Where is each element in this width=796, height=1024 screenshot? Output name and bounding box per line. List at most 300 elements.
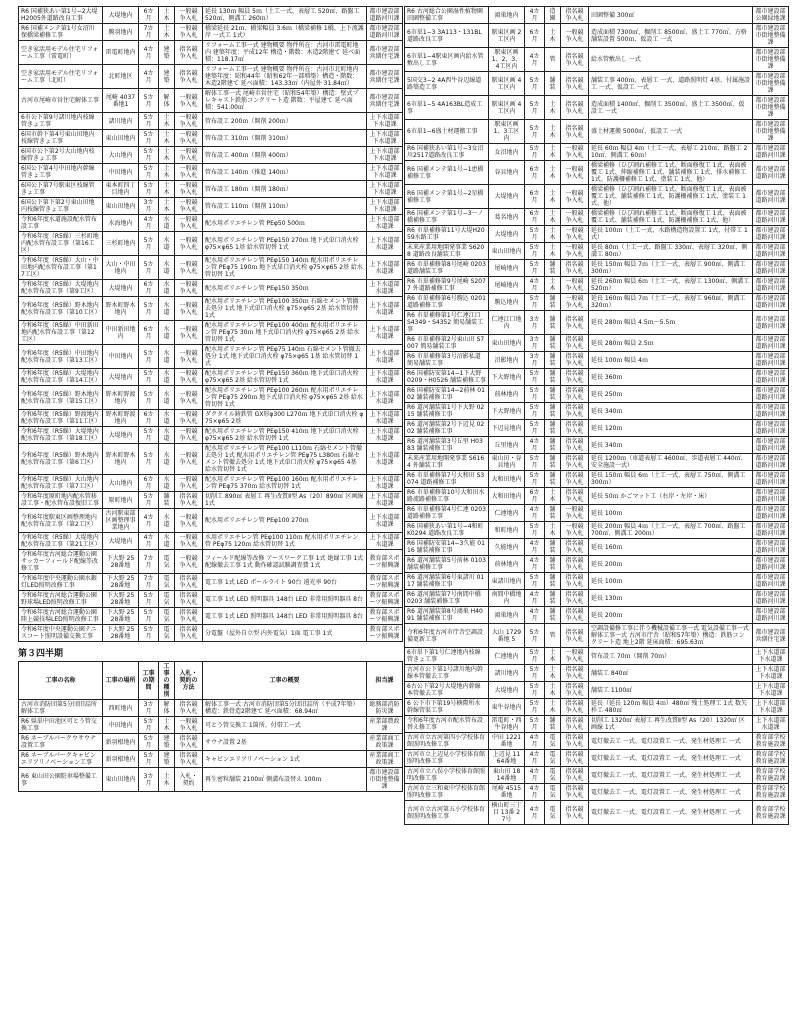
cell-department: 上下水道部水道課 xyxy=(367,232,403,256)
cell-type: 土木 xyxy=(159,130,175,147)
cell-department: 都市建設部道路河川課 xyxy=(753,352,789,369)
cell-name: R6 道河舗装第5号前林 0103 舗装補修工事 xyxy=(405,556,489,573)
cell-place: 尾崎地内 xyxy=(489,277,525,294)
cell-type: 舗装 xyxy=(159,492,175,509)
cell-period: 5カ月 xyxy=(525,420,545,437)
cell-type: 舗装 xyxy=(545,352,561,369)
cell-type: 舗装 xyxy=(545,590,561,607)
cell-method: 一般競争入札 xyxy=(175,717,203,734)
cell-place: 尾崎 4515番地 xyxy=(489,784,525,801)
cell-method: 指名競争入札 xyxy=(175,65,203,89)
cell-type: 水道 xyxy=(159,232,175,256)
cell-method: 指名競争入札 xyxy=(561,488,589,505)
table-row xyxy=(19,198,403,215)
cell-method: 指名競争入札 xyxy=(561,665,589,682)
table-row xyxy=(19,492,403,509)
table-row xyxy=(405,716,789,733)
cell-summary: リフォーム工事一式 建物概要 物件所在：古河市北町地内 建築年度：昭和44年（昭和62年一部増築）構造・階数：木造2階建て 延べ面積：143.33㎡（内屋外 31.84㎡） xyxy=(203,65,367,89)
right-column xyxy=(404,6,788,825)
cell-period: 7カ月 xyxy=(139,24,159,41)
cell-period: 5カ月 xyxy=(525,522,545,539)
cell-period: 5カ月 xyxy=(525,573,545,590)
cell-period: 5カ月 xyxy=(139,297,159,321)
cell-type: 土木 xyxy=(545,522,561,539)
cell-summary: 延長 260ｍ 幅員 6ｍ（土工一式、表層工 1300㎡、側溝工 520ｍ） xyxy=(589,277,753,294)
cell-type: 土木 xyxy=(545,96,561,120)
cell-name: R6 市単補修第10号大和田水路流路補修工事 xyxy=(405,488,489,505)
cell-period: 3カ月 xyxy=(139,198,159,215)
cell-place: 仁連地内 xyxy=(489,505,525,522)
cell-name: R6 市単補修第7号大和田 S3074 道路補修工事 xyxy=(405,471,489,488)
cell-period: 4カ月 xyxy=(139,41,159,65)
cell-department: 都市建設部道路河川課 xyxy=(753,311,789,335)
cell-method: 一般競争入札 xyxy=(175,386,203,410)
cell-department: 教育部スポーツ振興課 xyxy=(367,625,403,642)
cell-summary: 配水用ポリエチレン管 PEφ75 140ｍ 石綿セメント管撤去処分 1式 地下式単口消火栓 φ75×φ65 1基 給水管切替 1式 xyxy=(203,345,367,369)
cell-type: 水道 xyxy=(159,280,175,297)
cell-type: 舗装 xyxy=(545,260,561,277)
cell-type: 舗装 xyxy=(545,420,561,437)
table-row xyxy=(405,624,789,648)
cell-method: 指名競争入札 xyxy=(561,369,589,386)
cell-period: 5カ月 xyxy=(139,492,159,509)
cell-name: 令和6年度（R5繰）野渡地内配水管布設工事（第11工区） xyxy=(19,410,103,427)
cell-type: 土木 xyxy=(159,24,175,41)
table-row xyxy=(19,256,403,280)
cell-type: 土木 xyxy=(159,198,175,215)
cell-period: 4カ月 xyxy=(139,533,159,550)
cell-type: 舗装 xyxy=(545,369,561,386)
table-row xyxy=(19,550,403,574)
cell-period: 5カ月 xyxy=(525,471,545,488)
cell-place: 中田新田地内 xyxy=(103,321,139,345)
cell-department: 都市建設部市街地整備課 xyxy=(753,96,789,120)
cell-department: 上下水道部水道課 xyxy=(367,492,403,509)
cell-method: 指名競争入札 xyxy=(561,607,589,624)
cell-type: 水道 xyxy=(159,509,175,533)
cell-period: 4カ月 xyxy=(525,277,545,294)
cell-name: 令和6年度（R5繰）野木地内配水管布設工事（第6工区） xyxy=(19,444,103,475)
cell-period: 5カ月 xyxy=(525,716,545,733)
cell-place: 駅東区画 4工区内 xyxy=(489,72,525,96)
cell-summary: 再生密粒舗装 2100㎡ 側溝布設替え 100ｍ xyxy=(203,768,367,792)
table-row xyxy=(405,352,789,369)
cell-type: 土木 xyxy=(159,113,175,130)
cell-type: 建築 xyxy=(159,751,175,768)
cell-department: 上下水道部下水道課 xyxy=(367,130,403,147)
cell-summary: 橋梁延長 21ｍ、橋梁幅員 3.6ｍ（橋梁補修 1橋、上下流護岸 一式工 1式） xyxy=(203,24,367,41)
table-row xyxy=(19,734,403,751)
table-row xyxy=(19,181,403,198)
cell-method: 一般競争入札 xyxy=(175,509,203,533)
cell-method: 指名競争入札 xyxy=(561,767,589,784)
cell-department: 上下水道部水道課 xyxy=(367,345,403,369)
cell-department: 都市建設部道路河川課 xyxy=(753,386,789,403)
cell-name: 令和6年度（R5繰）三杉町地内配水管布設工事（第16工区） xyxy=(19,232,103,256)
cell-method: 一般競争入札 xyxy=(561,277,589,294)
cell-department: 都市建設部道路河川課 xyxy=(753,226,789,243)
cell-department: 上下水道部水道課 xyxy=(367,475,403,492)
header-type: 工事の種別 xyxy=(159,662,175,700)
cell-name: 令和6年度原町地内配水管移設工事・配水管布設復旧工事 xyxy=(19,492,103,509)
cell-summary: 延長 120ｍ xyxy=(589,420,753,437)
cell-type: 土木 xyxy=(159,181,175,198)
cell-period: 7カ月 xyxy=(139,550,159,574)
cell-place: 下大野地内 xyxy=(489,369,525,386)
cell-department: 上下水道部水道課 xyxy=(367,215,403,232)
cell-summary: 管布設工 70ｍ（開削 70ｍ） xyxy=(589,648,753,665)
cell-method: 一般競争入札 xyxy=(175,280,203,297)
cell-period: 5カ月 xyxy=(139,734,159,751)
cell-type: 解体 xyxy=(159,700,175,717)
cell-department: 都市建設部道路河川課 xyxy=(753,403,789,420)
cell-summary: 管布設工 400ｍ（開削 400ｍ） xyxy=(203,147,367,164)
cell-type: 水道 xyxy=(159,410,175,427)
cell-name: 令和6年度水道施設配水管布設工事 xyxy=(19,215,103,232)
cell-type: 電気 xyxy=(159,608,175,625)
cell-name: R6 ネーブルパークキャビンエリアリノベーション工事 xyxy=(19,751,103,768)
table-row xyxy=(405,454,789,471)
cell-summary: 延長 150ｍ 幅員 7ｍ（土工一式、表層工 900㎡、側溝工 300ｍ） xyxy=(589,260,753,277)
cell-type: 土木 xyxy=(545,226,561,243)
cell-summary: 給水管敷出し 一式 xyxy=(589,48,753,72)
cell-type: 電気 xyxy=(159,591,175,608)
cell-type: 土木 xyxy=(159,717,175,734)
cell-place: 水海地内 xyxy=(103,215,139,232)
table-row xyxy=(405,243,789,260)
cell-summary: 切削工 1320㎡ 表層工 再生改質Ⅱ型 As（20）1320㎡ 区画線 1式 xyxy=(589,716,753,733)
cell-department: 都市建設部道路河川課 xyxy=(753,522,789,539)
cell-summary: 延長 360ｍ xyxy=(589,369,753,386)
left-column xyxy=(18,6,402,792)
cell-period: 3カ月 xyxy=(525,311,545,335)
table-row xyxy=(405,226,789,243)
cell-method: 一般競争入札 xyxy=(175,444,203,475)
cell-period: 4カ月 xyxy=(525,539,545,556)
cell-name: 古河市公下第1号諸川地内幹線本管撤去工事 xyxy=(405,665,489,682)
table-row xyxy=(19,280,403,297)
cell-method: 指名競争入札 xyxy=(561,437,589,454)
cell-type: 舗装 xyxy=(545,716,561,733)
table-row xyxy=(19,386,403,410)
cell-summary: 分電盤（屋外自立型 内外電気）1面 電工事 1式 xyxy=(203,625,367,642)
cell-place: 野木町野渡地内 xyxy=(103,386,139,410)
cell-method: 指名競争入札 xyxy=(561,699,589,716)
cell-summary: 配水用ポリエチレン管 PEφ150 410ｍ 地下式単口消火栓 φ75×φ65 2基 給水管切替 1式 xyxy=(203,427,367,444)
cell-department: 都市建設部営繕住宅課 xyxy=(753,624,789,648)
cell-summary: 造成面積 1400㎡、掘削工 3500㎥、盛土工 3500㎥、仮設工 一式 xyxy=(589,96,753,120)
table-row xyxy=(19,574,403,591)
cell-department: 都市建設部市街地整備課 xyxy=(753,72,789,96)
cell-place: 和町地内 xyxy=(489,522,525,539)
cell-method: 指名競争入札 xyxy=(561,403,589,420)
cell-name: R6 道河舗装第7号南間中橋 0203 舗装補修工事 xyxy=(405,590,489,607)
cell-place: 谷貝地内 xyxy=(489,161,525,185)
table-row xyxy=(405,488,789,505)
cell-place: 大堤地内 xyxy=(489,185,525,209)
cell-summary: 延長 340ｍ xyxy=(589,403,753,420)
cell-summary: 延長 100ｍ 幅員 4ｍ xyxy=(589,352,753,369)
cell-summary: 配水用ポリエチレン管 PEφ100 400ｍ 配水用ポリエチレン管 PEφ75 30ｍ 地下式単口消火栓 φ75×φ65 2基 給水管切替 1式 xyxy=(203,321,367,345)
cell-method: 一般競争入札 xyxy=(561,226,589,243)
cell-summary: 造成面積 7300㎡、掘削工 8500㎥、盛土工 770㎥、方格舗装設置 500ｍ、仮設工 一式 xyxy=(589,24,753,48)
cell-name: 令和6年度古河総合運動公園野球場LED照明改修工事 xyxy=(19,591,103,608)
cell-period: 5カ月 xyxy=(525,699,545,716)
section-title-q3: 第３四半期 xyxy=(18,649,64,659)
cell-period: 3カ月 xyxy=(525,352,545,369)
cell-type: 水道 xyxy=(159,297,175,321)
cell-place: 仁連地内 xyxy=(489,648,525,665)
cell-name: 令和6年度古河市配水管布設替え修工事 xyxy=(405,716,489,733)
cell-method: 指名競争入札 xyxy=(175,574,203,591)
cell-method: 指名競争入札 xyxy=(561,96,589,120)
cell-department: 上下水道部水道課 xyxy=(367,297,403,321)
cell-method: 指名競争入札 xyxy=(561,335,589,352)
table-row xyxy=(405,573,789,590)
cell-period: 4カ月 xyxy=(525,7,545,24)
cell-method: 一般競争入札 xyxy=(175,321,203,345)
cell-summary: 延長 130ｍ xyxy=(589,590,753,607)
cell-department: 上下水道部下水道課 xyxy=(367,113,403,130)
cell-summary: 解体工事一式 尾崎市営住宅（昭和54年築）構造：壁式プレキャスト鉄筋コンクリート造 階数：平屋建て 延べ面積：541.00㎡ xyxy=(203,89,367,113)
cell-type: 電気 xyxy=(159,574,175,591)
cell-name: 6市単1−3 3A113・131BL道路改良工事 xyxy=(405,24,489,48)
table-row xyxy=(405,144,789,161)
header-department: 担当課 xyxy=(367,662,403,700)
cell-summary: 延長 130ｍ 幅員 5ｍ（土工一式、表層工 520㎡、路盤工 520㎡、側溝工 260ｍ） xyxy=(203,7,367,24)
cell-summary: 延長 160ｍ 幅員 7ｍ（土工一式、表層工 960㎡、側溝工 320ｍ） xyxy=(589,294,753,311)
cell-period: 3カ月 xyxy=(139,768,159,792)
cell-place: 下大野 2528番地 xyxy=(103,608,139,625)
cell-department: 教育部スポーツ振興課 xyxy=(367,608,403,625)
table-row xyxy=(405,539,789,556)
table-row xyxy=(405,437,789,454)
cell-place: 野木町野木地内 xyxy=(103,444,139,475)
cell-place: 上辺見 1164番地 xyxy=(489,750,525,767)
cell-method: 一般競争入札 xyxy=(561,294,589,311)
cell-method: 指名競争入札 xyxy=(561,48,589,72)
cell-name: 令和6年度（R5繰）野木地内配水管布設工事（第15工区） xyxy=(19,386,103,410)
cell-place: 諸川地内 xyxy=(489,665,525,682)
cell-name: 古河市立古河第五小学校体育館照明改修工事 xyxy=(405,801,489,825)
table-row xyxy=(19,751,403,768)
cell-name: 令和6年度（R5繰）野木地内配水管布設工事（第10工区） xyxy=(19,297,103,321)
cell-period: 5カ月 xyxy=(525,120,545,144)
cell-period: 5カ月 xyxy=(139,427,159,444)
cell-method: 一般競争入札 xyxy=(175,297,203,321)
cell-department: 都市建設部道路河川課 xyxy=(753,369,789,386)
cell-period: 6カ月 xyxy=(525,209,545,226)
cell-period: 5カ月 xyxy=(525,403,545,420)
cell-summary: 延長 200ｍ xyxy=(589,607,753,624)
cell-place: 雷電町・西牛谷地内 xyxy=(489,716,525,733)
cell-period: 5カ月 xyxy=(525,226,545,243)
cell-department: 総務部消防防災課 xyxy=(367,700,403,717)
table-row xyxy=(19,65,403,89)
right-table-body xyxy=(405,7,789,825)
cell-method: 一般競争入札 xyxy=(175,7,203,24)
cell-department: 上下水道部水道課 xyxy=(367,533,403,550)
cell-summary: 管布設工 180ｍ（開削 180ｍ） xyxy=(203,181,367,198)
table-row xyxy=(405,471,789,488)
cell-name: 6市単下第1号仁連地内枝線管きょ工事 xyxy=(405,648,489,665)
cell-place: 下大野 2528番地 xyxy=(103,625,139,642)
cell-method: 指名競争入札 xyxy=(561,539,589,556)
table-row xyxy=(405,386,789,403)
cell-department: 都市建設部道路河川課 xyxy=(753,185,789,209)
cell-period: 5カ月 xyxy=(139,232,159,256)
cell-name: R6 東山田公園駐車場整備工事 xyxy=(19,768,103,792)
cell-type: 土木 xyxy=(545,488,561,505)
table-row xyxy=(19,475,403,492)
cell-summary: ダクタイル鋳鉄管 GX形φ300 L270ｍ 地下式単口消火栓 φ75×φ65 2基 xyxy=(203,410,367,427)
cell-name: R6 国補防安第14−3久能 0116 舗装補修工事 xyxy=(405,539,489,556)
cell-summary: フィールド配線等改修 アースワーク工事 1式 絶縁工事 1式 配線撤去工事 1式 動作確認試験調査費 1式 xyxy=(203,550,367,574)
q3-table-body xyxy=(19,700,403,792)
table-row xyxy=(405,369,789,386)
cell-place: 鴻巣地内 xyxy=(489,7,525,24)
cell-summary: 配水用ポリエチレン管 PEφ100 350ｍ 石綿セメント管撤去処分 1式 地下式単口消火栓 φ75×φ65 2基 給水管切替 1式 xyxy=(203,297,367,321)
cell-name: R6 国補防安第14−1下大野 0209・H0526 舗装補修工事 xyxy=(405,369,489,386)
cell-method: 一般競争入札 xyxy=(561,209,589,226)
cell-type: 土木 xyxy=(545,665,561,682)
cell-period: 5カ月 xyxy=(139,256,159,280)
cell-place: 東諸川地内 xyxy=(489,573,525,590)
cell-type: 建築 xyxy=(159,41,175,65)
table-row xyxy=(405,311,789,335)
cell-summary: 舗装工事 400ｍ、表層工 一式、道路照明灯 4基、付属施設工 一式、仮設工 一式 xyxy=(589,72,753,96)
cell-type: 土木 xyxy=(545,144,561,161)
cell-summary: 橋梁補修（ひび割れ補修工 1式、断面修復工 1式、表面被覆工 1式、舗装補修工 1式、防護柵補修工 1式、他） xyxy=(589,209,753,226)
cell-method: 指名競争入札 xyxy=(561,716,589,733)
table-row xyxy=(405,260,789,277)
cell-type: 土木 xyxy=(159,164,175,181)
cell-type: 土木 xyxy=(159,7,175,24)
cell-name: R6 道河舗装第2号下辺見 0202 舗装補修工事 xyxy=(405,420,489,437)
right-construction-table xyxy=(404,6,789,825)
table-row xyxy=(405,801,789,825)
cell-name: 令和6年度古河市庁舎空調設備更新工事 xyxy=(405,624,489,648)
cell-name: 6 公下市下第19号横際所水幹線管渠工事 xyxy=(405,699,489,716)
cell-method: 一般競争入札 xyxy=(175,181,203,198)
cell-period: 5カ月 xyxy=(525,144,545,161)
cell-summary: 延長 340ｍ xyxy=(589,437,753,454)
cell-place: 諸川地内 xyxy=(103,113,139,130)
cell-name: 6古公下第2号大堤地内幹線本管撤去工事 xyxy=(405,682,489,699)
cell-name: R6 県単中田池区可とう管交換工事 xyxy=(19,717,103,734)
cell-period: 5カ月 xyxy=(525,260,545,277)
cell-place: 大堤地内 xyxy=(103,533,139,550)
cell-type: 水道 xyxy=(159,427,175,444)
cell-name: R6 道河舗装第3号丘里 H0383 舗装補修工事 xyxy=(405,437,489,454)
cell-name: R6 市単補修第1号仁連江口 S4349・S4352 簡易舗装工事 xyxy=(405,311,489,335)
cell-department: 都市建設部道路河川課 xyxy=(753,243,789,260)
cell-name: 6市公下第9号諸川地内枝線管きょ工事 xyxy=(19,113,103,130)
cell-method: 一般競争入札 xyxy=(561,185,589,209)
table-row xyxy=(405,784,789,801)
table-row xyxy=(405,767,789,784)
cell-type: 管 xyxy=(545,48,561,72)
cell-type: 電気 xyxy=(545,767,561,784)
cell-name: 令和6年度古河総合運動公園サッカーフィールド配線等改修工事 xyxy=(19,550,103,574)
cell-name: R6 国補防安第14−2前林 0102 舗装補修工事 xyxy=(405,386,489,403)
cell-place: 駅東区画 1、2、3、4工区内 xyxy=(489,48,525,72)
table-row xyxy=(405,120,789,144)
cell-method: 指名競争入札 xyxy=(561,454,589,471)
cell-summary: 管布設工 110ｍ（開削 110ｍ） xyxy=(203,198,367,215)
q3-construction-table xyxy=(18,661,403,792)
header-summary: 工事の概要 xyxy=(203,662,367,700)
cell-department: 上下水道部水道課 xyxy=(367,509,403,533)
cell-name: 令和6年度（R5繰）中田地内配水管布設工事（第13工区） xyxy=(19,345,103,369)
cell-department: 上下水道部水道課 xyxy=(753,716,789,733)
cell-method: 指名競争入札 xyxy=(561,573,589,590)
cell-method: 指名競争入札 xyxy=(561,386,589,403)
table-row xyxy=(405,750,789,767)
cell-type: 舗装 xyxy=(545,471,561,488)
cell-method: 一般競争入札 xyxy=(175,215,203,232)
cell-summary: 管布設工 310ｍ（開削 310ｍ） xyxy=(203,130,367,147)
cell-period: 4カ月 xyxy=(525,750,545,767)
cell-department: 都市建設部道路河川課 xyxy=(753,556,789,573)
cell-period: 4カ月 xyxy=(525,784,545,801)
table-row xyxy=(405,699,789,716)
table-row xyxy=(405,48,789,72)
table-row xyxy=(19,591,403,608)
cell-name: R6 古河総合公園湿性植物園田園整備工事 xyxy=(405,7,489,24)
cell-department: 教育部学校教育施設課 xyxy=(753,767,789,784)
cell-period: 5カ月 xyxy=(139,386,159,410)
cell-summary: 電灯撤去工 一式、電灯設置工 一式、発生材処理工 一式 xyxy=(589,767,753,784)
table-row xyxy=(405,505,789,522)
cell-name: 6国公下第下第2号東山田地内枝線管きょ工事 xyxy=(19,198,103,215)
cell-summary: 延長 150ｍ 幅員 6ｍ（土工一式、表層工 750㎡、側溝工 300ｍ） xyxy=(589,471,753,488)
cell-department: 上下水道部水道課 xyxy=(367,321,403,345)
cell-name: 古河市立三和東中学校体育館照明改修工事 xyxy=(405,784,489,801)
cell-summary: 切削工 890㎡ 表層工 再生改質Ⅱ型 As（20）890㎡ 区画線 1式 xyxy=(203,492,367,509)
cell-place: 横山町三丁目 13番 27号 xyxy=(489,801,525,825)
cell-place: 東山田地内 xyxy=(489,243,525,260)
cell-department: 教育部スポーツ振興課 xyxy=(367,591,403,608)
cell-department: 都市建設部市街地整備課 xyxy=(753,24,789,48)
cell-department: 都市建設部道路河川課 xyxy=(753,590,789,607)
cell-method: 指名競争入札 xyxy=(561,260,589,277)
table-row xyxy=(19,215,403,232)
cell-period: 4カ月 xyxy=(525,767,545,784)
cell-method: 指名競争入札 xyxy=(561,556,589,573)
cell-type: 水道 xyxy=(159,533,175,550)
cell-place: 大和田地内 xyxy=(489,488,525,505)
cell-summary: 舗装工 840㎡ xyxy=(589,665,753,682)
cell-department: 教育部学校教育施設課 xyxy=(753,733,789,750)
cell-name: 空き家活用モデル住宅リフォーム工事（雷電町） xyxy=(19,41,103,65)
cell-department: 都市建設部道路河川課 xyxy=(753,161,789,185)
cell-type: 水道 xyxy=(159,444,175,475)
cell-place: 中田地内 xyxy=(103,717,139,734)
cell-place: 大山地内 xyxy=(103,147,139,164)
cell-method: 指名競争入札 xyxy=(175,734,203,751)
cell-type: 土木 xyxy=(545,24,561,48)
table-row xyxy=(19,509,403,533)
cell-department: 都市建設部営繕住宅課 xyxy=(367,65,403,89)
cell-summary: 電灯撤去工 一式、電灯設置工 一式、発生材処理工 一式 xyxy=(589,801,753,825)
cell-type: 舗装 xyxy=(545,539,561,556)
cell-name: 令和6年度（R5繰）大堤地内配水管布設工事（第18工区） xyxy=(19,427,103,444)
cell-name: 令和6年度駅東区画整理地内配水管布設工事（第2工区） xyxy=(19,509,103,533)
cell-name: 6市単1−4駅東区画内給水管敷出し工事 xyxy=(405,48,489,72)
cell-place: 東本町四丁目地内 xyxy=(103,181,139,198)
cell-period: 5カ月 xyxy=(139,89,159,113)
